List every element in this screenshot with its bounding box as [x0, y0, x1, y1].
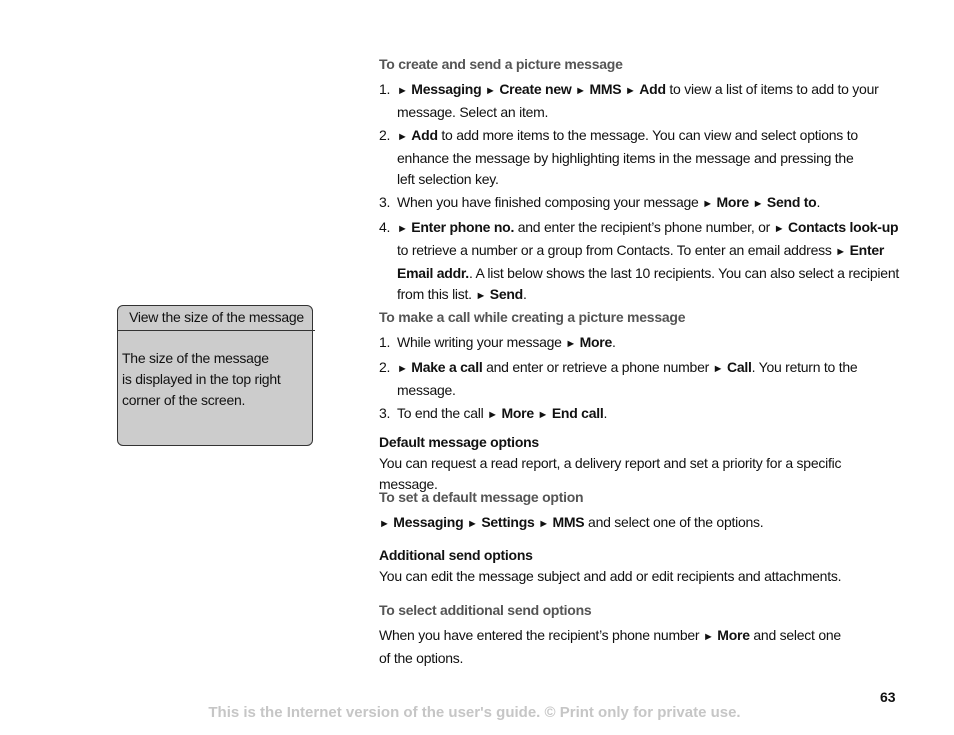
section-heading: To set a default message option [379, 489, 584, 505]
section-heading: To select additional send options [379, 602, 592, 618]
step-2: 2. ► Make a call and enter or retrieve a phone number ► Call. You return to the message. [379, 359, 858, 398]
arrow-icon: ► [538, 518, 549, 530]
arrow-icon: ► [397, 85, 408, 97]
section-text: When you have entered the recipient’s phone number ► More and select one of the options. [379, 627, 841, 666]
section-select-additional [379, 600, 899, 669]
arrow-icon: ► [702, 198, 713, 210]
step-3: 3. To end the call ► More ► End call. [379, 405, 608, 421]
note-title: View the size of the message [118, 306, 315, 331]
note-box [117, 305, 313, 446]
section-heading: Additional send options [379, 547, 533, 563]
arrow-icon: ► [485, 85, 496, 97]
note-line-1: The size of the message [122, 350, 269, 366]
arrow-icon: ► [475, 290, 487, 302]
section-set-default [379, 487, 899, 535]
step-1: 1. While writing your message ► More. [379, 334, 616, 350]
arrow-icon: ► [625, 85, 636, 97]
step-1: 1. ► Messaging ► Create new ► MMS ► Add to view a list of items to add to your message. Select an item. [379, 81, 879, 120]
section-additional-options [379, 545, 899, 587]
arrow-icon: ► [773, 223, 785, 235]
section-heading: To create and send a picture message [379, 56, 623, 72]
arrow-icon: ► [575, 85, 586, 97]
arrow-icon: ► [752, 198, 764, 210]
arrow-icon: ► [703, 631, 714, 643]
arrow-icon: ► [397, 223, 408, 235]
note-line-3: corner of the screen. [122, 392, 246, 408]
step-3: 3. When you have finished composing your message ► More ► Send to. [379, 194, 821, 210]
arrow-icon: ► [537, 409, 549, 421]
step-2: 2. ► Add to add more items to the message. You can view and select options to enhance the message by highlighting items in the message and pressing the left selection key. [379, 127, 858, 187]
arrow-icon: ► [565, 338, 576, 350]
section-make-call [379, 307, 899, 428]
section-text: You can request a read report, a delivery report and set a priority for a specific message. [379, 455, 842, 492]
section-default-options [379, 432, 899, 495]
section-create-send [379, 54, 899, 309]
arrow-icon: ► [379, 518, 390, 530]
arrow-icon: ► [487, 409, 498, 421]
section-text: You can edit the message subject and add or edit recipients and attachments. [379, 568, 842, 584]
page-number: 63 [880, 689, 896, 705]
section-text: ► Messaging ► Settings ► MMS and select one of the options. [379, 514, 764, 530]
step-4: 4. ► Enter phone no. and enter the recipient’s phone number, or ► Contacts look-up to retrieve a number or a group from Contacts. To enter an email address ► Enter Email addr.. A list below shows the last 10 recipients. You can also select a recipient from this list. ► Send. [379, 219, 899, 302]
arrow-icon: ► [397, 363, 408, 375]
footer-notice: This is the Internet version of the user's guide. © Print only for private use. [208, 704, 741, 721]
arrow-icon: ► [397, 131, 408, 143]
arrow-icon: ► [467, 518, 478, 530]
section-heading: Default message options [379, 434, 539, 450]
section-heading: To make a call while creating a picture message [379, 309, 686, 325]
arrow-icon: ► [835, 246, 846, 258]
arrow-icon: ► [712, 363, 724, 375]
note-line-2: is displayed in the top right [122, 371, 281, 387]
note-body [118, 331, 312, 411]
